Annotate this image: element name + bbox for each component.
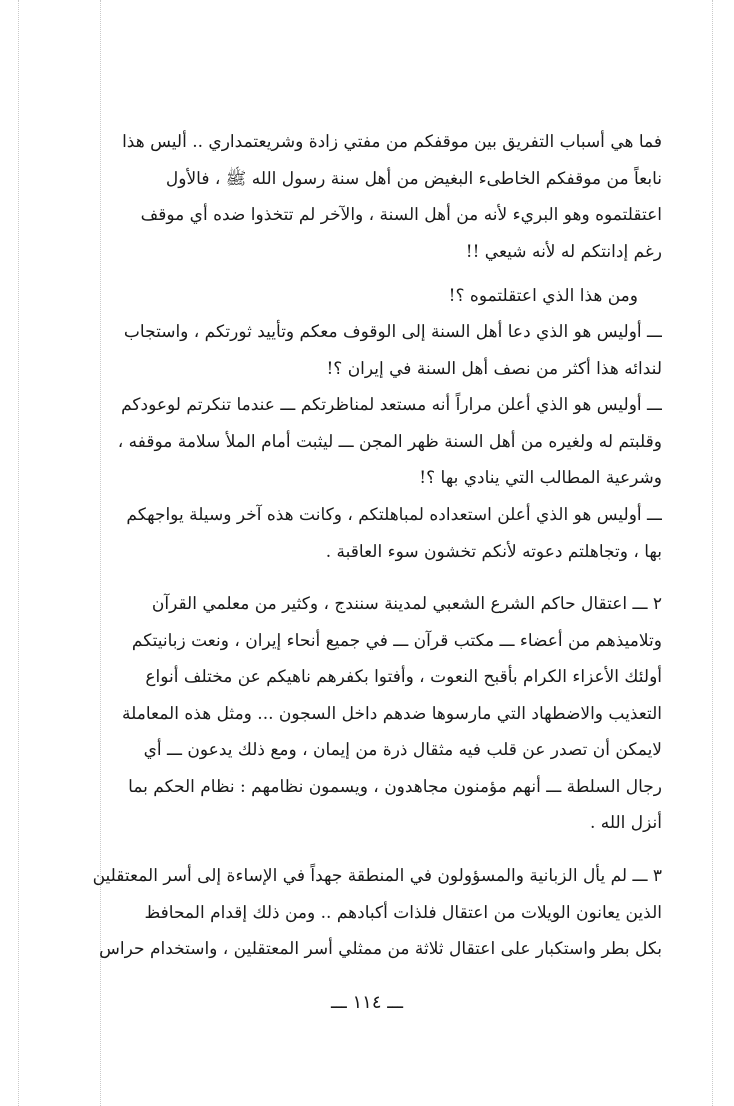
text-line: ـــ أوليس هو الذي أعلن مراراً أنه مستعد لمناظرتكم ـــ عندما تنكرتم لوعودكم bbox=[121, 395, 662, 415]
text-line: لايمكن أن تصدر عن قلب فيه مثقال ذرة من إيمان ، ومع ذلك يدعون ـــ أي bbox=[143, 740, 662, 760]
text-line: رجال السلطة ـــ أنهم مؤمنون مجاهدون ، ويسمون نظامهم : نظام الحكم بما bbox=[128, 776, 662, 797]
text-line: أولئك الأعزاء الكرام بأقبح النعوت ، وأفتوا بكفرهم ناهيكم عن مختلف أنواع bbox=[145, 667, 662, 687]
paragraph-4 bbox=[86, 497, 662, 570]
text-line: وتلاميذهم من أعضاء ـــ مكتب قرآن ـــ في جميع أنحاء إيران ، ونعت زبانيتكم bbox=[131, 630, 662, 651]
text-line: الذين يعانون الويلات من اعتقال فلذات أكبادهم .. ومن ذلك إقدام المحافظ bbox=[144, 902, 662, 923]
text-line: ـــ أوليس هو الذي دعا أهل السنة إلى الوقوف معكم وتأييد ثورتكم ، واستجاب bbox=[123, 322, 662, 342]
question-paragraph bbox=[86, 278, 662, 315]
text-line: ـــ أوليس هو الذي أعلن استعداده لمباهلتكم ، وكانت هذه آخر وسيلة يواجهكم bbox=[126, 505, 662, 525]
text-line: وشرعية المطالب التي ينادي بها ؟! bbox=[419, 468, 662, 488]
paragraph-2 bbox=[86, 314, 662, 387]
text-line: بها ، وتجاهلتم دعوته لأنكم تخشون سوء العاقبة . bbox=[325, 541, 662, 562]
text-line: ٢ ـــ اعتقال حاكم الشرع الشعبي لمدينة سنندج ، وكثير من معلمي القرآن bbox=[151, 594, 662, 614]
text-line: رغم إدانتكم له لأنه شيعي !! bbox=[465, 241, 662, 262]
text-line: اعتقلتموه وهو البريء لأنه من أهل السنة ، والآخر لم تتخذوا ضده أي موقف bbox=[140, 205, 662, 225]
paragraph-6 bbox=[86, 858, 662, 968]
text-line: ٣ ـــ لم يأل الزبانية والمسؤولون في المنطقة جهداً في الإساءة إلى أسر المعتقلين bbox=[92, 866, 662, 886]
text-line: التعذيب والاضطهاد التي مارسوها ضدهم داخل السجون ... ومثل هذه المعاملة bbox=[122, 703, 662, 724]
margin-guide-line bbox=[18, 0, 19, 1106]
paragraph-1 bbox=[86, 124, 662, 270]
paragraph-3 bbox=[86, 387, 662, 497]
margin-guide-line bbox=[712, 0, 713, 1106]
text-line: فما هي أسباب التفريق بين موقفكم من مفتي زادة وشريعتمداري .. أليس هذا bbox=[122, 132, 662, 152]
text-line: لندائه هذا أكثر من نصف أهل السنة في إيران ؟! bbox=[326, 358, 662, 379]
text-line: وقلبتم له ولغيره من أهل السنة ظهر المجن ـــ ليثبت أمام الملأ سلامة موقفه ، bbox=[117, 431, 662, 452]
text-line: بكل بطر واستكبار على اعتقال ثلاثة من ممثلي أسر المعتقلين ، واستخدام حراس bbox=[99, 939, 662, 959]
text-line: ومن هذا الذي اعتقلتموه ؟! bbox=[448, 286, 638, 306]
paragraph-5 bbox=[86, 586, 662, 842]
text-line: نابعاً من موقفكم الخاطىء البغيض من أهل سنة رسول الله ﷺ ، فالأول bbox=[165, 168, 662, 189]
text-line: أنزل الله . bbox=[589, 813, 662, 833]
page-number: ـــ ١١٤ ـــ bbox=[330, 992, 404, 1013]
